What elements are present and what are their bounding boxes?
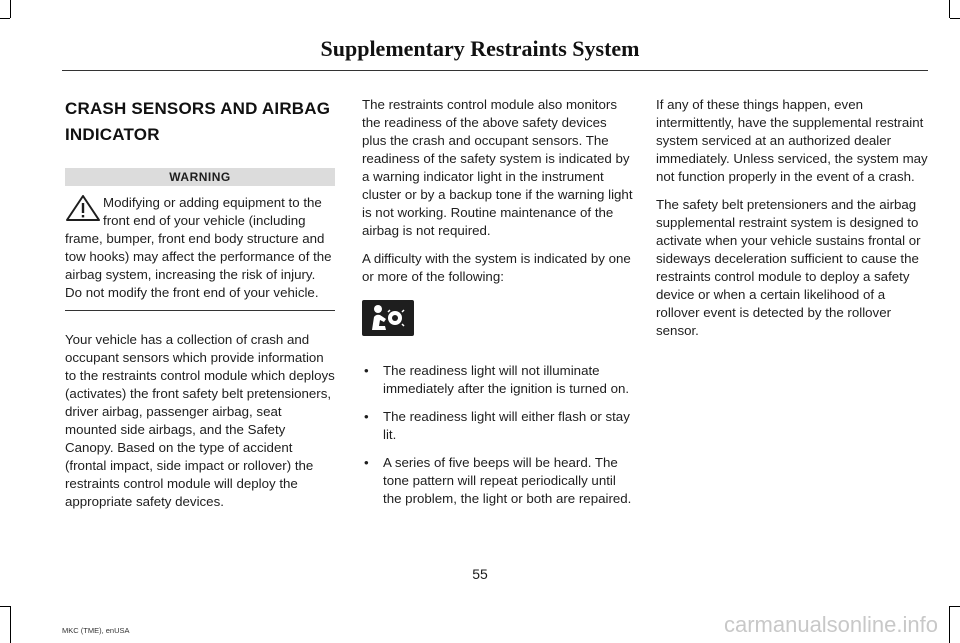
list-item: • A series of five beeps will be heard. The tone pattern will repeat periodically until the problem, the light or both are repaired. xyxy=(364,455,632,506)
warning-text: Modifying or adding equipment to the front end of your vehicle (including frame, bumper, front end body structure and tow hooks) may affect the performance of the airbag system, increasing the risk of injury. Do not modify the front end of your vehicle. xyxy=(65,195,332,300)
list-item: • The readiness light will either flash or stay lit. xyxy=(364,409,630,442)
difficulty-paragraph: A difficulty with the system is indicated by one or more of the following: xyxy=(362,251,631,284)
crop-mark-bottom-left-h xyxy=(0,606,10,607)
crop-mark-bottom-right-h xyxy=(950,606,960,607)
header-rule xyxy=(62,70,928,71)
warning-block xyxy=(65,194,335,302)
service-paragraph: If any of these things happen, even intermittently, have the supplemental restraint system serviced at an authorized dealer immediately. Unless serviced, the system may not function properly in the event of a crash. xyxy=(656,97,928,184)
crop-mark-bottom-left-v xyxy=(10,606,11,643)
crop-mark-top-right-h xyxy=(950,18,960,19)
difficulty-list xyxy=(362,362,634,508)
airbag-indicator-icon xyxy=(362,300,414,336)
readiness-paragraph: The restraints control module also monitors the readiness of the above safety devices plus the crash and occupant sensors. The readiness of the safety system is indicated by a warning indicator light in the instrument cluster or by a backup tone if the warning light is not working. Routine maintenance of the airbag is not required. xyxy=(362,97,633,238)
column-middle xyxy=(362,96,634,518)
crop-mark-bottom-right-v xyxy=(949,606,950,643)
section-heading: CRASH SENSORS AND AIRBAG INDICATOR xyxy=(65,99,331,144)
warning-triangle-icon xyxy=(65,194,101,222)
page-header-title: Supplementary Restraints System xyxy=(320,36,640,61)
watermark: carmanualsonline.info xyxy=(723,612,938,637)
airbag-person-icon xyxy=(362,300,414,336)
list-item: • The readiness light will not illuminate immediately after the ignition is turned on. xyxy=(364,363,630,396)
crop-mark-top-right-v xyxy=(949,0,950,18)
warning-label: WARNING xyxy=(65,168,335,186)
column-left xyxy=(65,96,335,521)
footer-code: MKC (TME), enUSA xyxy=(62,626,130,635)
crop-mark-top-left-v xyxy=(10,0,11,18)
page-number: 55 xyxy=(472,566,488,582)
warning-rule xyxy=(65,310,335,311)
column-right xyxy=(656,96,928,350)
crop-mark-top-left-h xyxy=(0,18,10,19)
activation-paragraph: The safety belt pretensioners and the airbag supplemental restraint system is designed to activate when your vehicle sustains frontal or sideways deceleration sufficient to cause the restraints control module to deploy a safety device or when a certain likelihood of a rollover event is detected by the rollover sensor. xyxy=(656,197,921,338)
crash-sensors-paragraph: Your vehicle has a collection of crash and occupant sensors which provide information to the restraints control module which deploys (activates) the front safety belt pretensioners, driver airbag, passenger airbag, seat mounted side airbags, and the Safety Canopy. Based on the type of accident (frontal impact, side impact or rollover) the restraints control module will deploy the appropriate safety devices. xyxy=(65,332,335,509)
